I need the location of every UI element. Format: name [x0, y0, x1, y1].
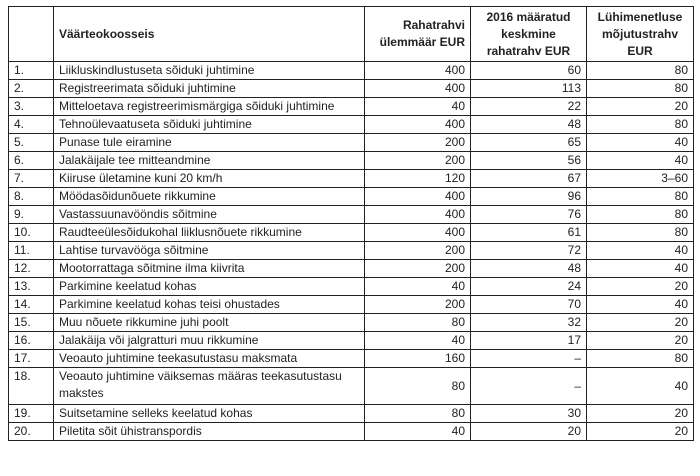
- offense-description: Veoauto juhtimine väiksemas määras teekasutustasu makstes: [54, 368, 365, 405]
- summary-fine-cell: 80: [587, 188, 694, 206]
- row-number: 13.: [9, 278, 54, 296]
- table-row: [9, 260, 694, 278]
- max-fine-cell: 400: [365, 116, 471, 134]
- max-fine-cell: 200: [365, 242, 471, 260]
- max-fine-cell: 400: [365, 62, 471, 80]
- table-row: [9, 206, 694, 224]
- row-number: 20.: [9, 423, 54, 441]
- offense-description: Jalakäijale tee mitteandmine: [54, 152, 365, 170]
- header-description: Väärteokoosseis: [54, 7, 365, 62]
- row-number: 14.: [9, 296, 54, 314]
- max-fine-cell: 80: [365, 368, 471, 405]
- table-row: [9, 278, 694, 296]
- max-fine-cell: 400: [365, 188, 471, 206]
- offense-description: Möödasõidunõuete rikkumine: [54, 188, 365, 206]
- offense-description: Veoauto juhtimine teekasutustasu maksmata: [54, 350, 365, 368]
- summary-fine-cell: 20: [587, 332, 694, 350]
- row-number: 6.: [9, 152, 54, 170]
- summary-fine-cell: 40: [587, 368, 694, 405]
- offense-description: Punase tule eiramine: [54, 134, 365, 152]
- offense-description: Liikluskindlustuseta sõiduki juhtimine: [54, 62, 365, 80]
- header-index: [9, 7, 54, 62]
- header-avg-fine-2016: 2016 määratud keskmine rahatrahv EUR: [471, 7, 587, 62]
- summary-fine-cell: 40: [587, 260, 694, 278]
- row-number: 10.: [9, 224, 54, 242]
- max-fine-cell: 40: [365, 332, 471, 350]
- avg-fine-cell: 30: [471, 405, 587, 423]
- max-fine-cell: 200: [365, 134, 471, 152]
- avg-fine-cell: –: [471, 350, 587, 368]
- avg-fine-cell: 48: [471, 260, 587, 278]
- row-number: 18.: [9, 368, 54, 405]
- summary-fine-cell: 20: [587, 98, 694, 116]
- avg-fine-cell: 22: [471, 98, 587, 116]
- row-number: 4.: [9, 116, 54, 134]
- table-row: [9, 170, 694, 188]
- summary-fine-cell: 80: [587, 206, 694, 224]
- avg-fine-cell: 65: [471, 134, 587, 152]
- offense-description: Raudteeülesõidukohal liiklusnõuete rikkumine: [54, 224, 365, 242]
- table-row: [9, 368, 694, 405]
- summary-fine-cell: 40: [587, 296, 694, 314]
- offense-description: Suitsetamine selleks keelatud kohas: [54, 405, 365, 423]
- table-body: [9, 62, 694, 441]
- max-fine-cell: 200: [365, 152, 471, 170]
- table-row: [9, 62, 694, 80]
- table-row: [9, 80, 694, 98]
- max-fine-cell: 200: [365, 260, 471, 278]
- header-max-fine: Rahatrahvi ülemmäär EUR: [365, 7, 471, 62]
- offense-description: Mootorrattaga sõitmine ilma kiivrita: [54, 260, 365, 278]
- max-fine-cell: 400: [365, 224, 471, 242]
- max-fine-cell: 80: [365, 314, 471, 332]
- row-number: 12.: [9, 260, 54, 278]
- max-fine-cell: 40: [365, 278, 471, 296]
- table-row: [9, 98, 694, 116]
- avg-fine-cell: 113: [471, 80, 587, 98]
- table-row: [9, 405, 694, 423]
- summary-fine-cell: 80: [587, 116, 694, 134]
- offense-description: Mitteloetava registreerimismärgiga sõiduki juhtimine: [54, 98, 365, 116]
- table-row: [9, 296, 694, 314]
- table-row: [9, 134, 694, 152]
- summary-fine-cell: 20: [587, 314, 694, 332]
- summary-fine-cell: 40: [587, 134, 694, 152]
- avg-fine-cell: 67: [471, 170, 587, 188]
- row-number: 3.: [9, 98, 54, 116]
- avg-fine-cell: 17: [471, 332, 587, 350]
- max-fine-cell: 400: [365, 206, 471, 224]
- table-row: [9, 242, 694, 260]
- summary-fine-cell: 20: [587, 405, 694, 423]
- row-number: 19.: [9, 405, 54, 423]
- offense-description: Parkimine keelatud kohas: [54, 278, 365, 296]
- max-fine-cell: 400: [365, 80, 471, 98]
- summary-fine-cell: 80: [587, 62, 694, 80]
- summary-fine-cell: 20: [587, 423, 694, 441]
- header-summary-fine: Lühimenetluse mõjutustrahv EUR: [587, 7, 694, 62]
- summary-fine-cell: 80: [587, 224, 694, 242]
- row-number: 16.: [9, 332, 54, 350]
- header-row: [9, 7, 694, 62]
- avg-fine-cell: 48: [471, 116, 587, 134]
- summary-fine-cell: 40: [587, 152, 694, 170]
- max-fine-cell: 40: [365, 98, 471, 116]
- row-number: 1.: [9, 62, 54, 80]
- avg-fine-cell: 72: [471, 242, 587, 260]
- avg-fine-cell: 56: [471, 152, 587, 170]
- row-number: 5.: [9, 134, 54, 152]
- row-number: 9.: [9, 206, 54, 224]
- summary-fine-cell: 40: [587, 242, 694, 260]
- summary-fine-cell: 80: [587, 80, 694, 98]
- max-fine-cell: 80: [365, 405, 471, 423]
- row-number: 2.: [9, 80, 54, 98]
- offense-description: Muu nõuete rikkumine juhi poolt: [54, 314, 365, 332]
- fines-table: [8, 6, 694, 441]
- table-row: [9, 224, 694, 242]
- summary-fine-cell: 3–60: [587, 170, 694, 188]
- row-number: 8.: [9, 188, 54, 206]
- max-fine-cell: 40: [365, 423, 471, 441]
- offense-description: Jalakäija või jalgratturi muu rikkumine: [54, 332, 365, 350]
- avg-fine-cell: 70: [471, 296, 587, 314]
- table-row: [9, 152, 694, 170]
- offense-description: Piletita sõit ühistranspordis: [54, 423, 365, 441]
- table-row: [9, 350, 694, 368]
- row-number: 15.: [9, 314, 54, 332]
- avg-fine-cell: 24: [471, 278, 587, 296]
- table-row: [9, 314, 694, 332]
- avg-fine-cell: 76: [471, 206, 587, 224]
- table-row: [9, 332, 694, 350]
- table-row: [9, 188, 694, 206]
- offense-description: Tehnoülevaatuseta sõiduki juhtimine: [54, 116, 365, 134]
- table-row: [9, 423, 694, 441]
- avg-fine-cell: 96: [471, 188, 587, 206]
- offense-description: Vastassuunavööndis sõitmine: [54, 206, 365, 224]
- avg-fine-cell: 32: [471, 314, 587, 332]
- summary-fine-cell: 20: [587, 278, 694, 296]
- offense-description: Lahtise turvavööga sõitmine: [54, 242, 365, 260]
- max-fine-cell: 160: [365, 350, 471, 368]
- offense-description: Kiiruse ületamine kuni 20 km/h: [54, 170, 365, 188]
- avg-fine-cell: 20: [471, 423, 587, 441]
- offense-description: Registreerimata sõiduki juhtimine: [54, 80, 365, 98]
- row-number: 17.: [9, 350, 54, 368]
- avg-fine-cell: 61: [471, 224, 587, 242]
- avg-fine-cell: –: [471, 368, 587, 405]
- max-fine-cell: 200: [365, 296, 471, 314]
- summary-fine-cell: 80: [587, 350, 694, 368]
- row-number: 11.: [9, 242, 54, 260]
- avg-fine-cell: 60: [471, 62, 587, 80]
- offense-description: Parkimine keelatud kohas teisi ohustades: [54, 296, 365, 314]
- table-row: [9, 116, 694, 134]
- row-number: 7.: [9, 170, 54, 188]
- max-fine-cell: 120: [365, 170, 471, 188]
